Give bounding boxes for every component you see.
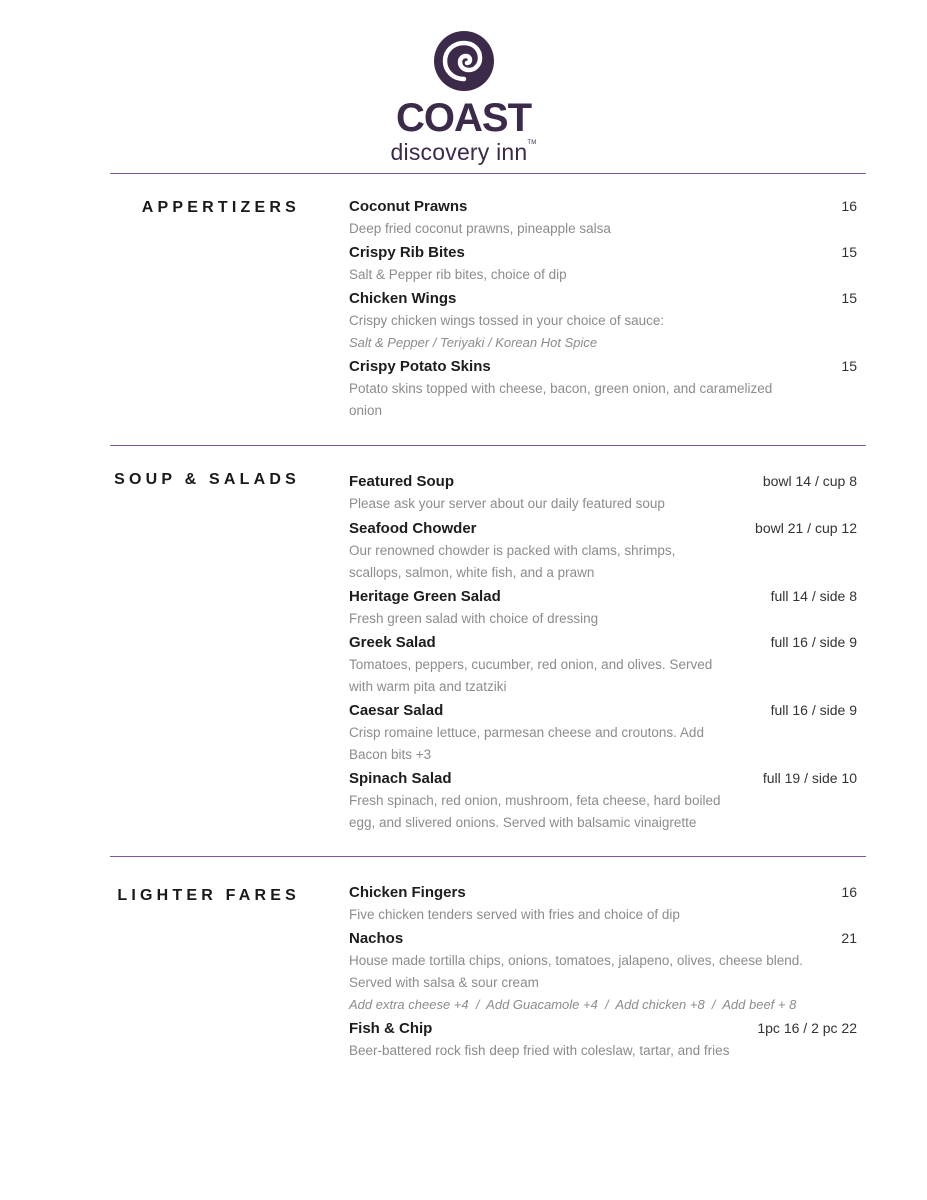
divider [110, 445, 866, 446]
item-name: Caesar Salad [349, 702, 444, 719]
item-description: Fresh green salad with choice of dressing [349, 611, 599, 626]
item-name: Greek Salad [349, 634, 436, 651]
section-title-appetizers: APPERTIZERS [141, 199, 300, 216]
trademark-mark: TM [527, 140, 537, 146]
item-description: House made tortilla chips, onions, tomatoes, jalapeno, olives, cheese blend. Served with salsa & sour cream [349, 953, 804, 990]
menu-item [349, 287, 857, 354]
item-price: full 14 / side 8 [770, 588, 857, 604]
menu-item [349, 517, 857, 584]
item-name: Spinach Salad [349, 770, 452, 787]
item-name: Featured Soup [349, 473, 455, 490]
item-price: 16 [841, 884, 857, 900]
item-options: Salt & Pepper / Teriyaki / Korean Hot Spice [349, 335, 598, 350]
item-options: Add extra cheese +4 / Add Guacamole +4 / Add chicken +8 / Add beef + 8 [349, 997, 797, 1012]
menu-item [349, 355, 857, 422]
item-description: Crisp romaine lettuce, parmesan cheese and croutons. Add Bacon bits +3 [349, 725, 704, 762]
item-description: Salt & Pepper rib bites, choice of dip [349, 267, 567, 282]
item-price: 15 [841, 244, 857, 260]
item-description: Crispy chicken wings tossed in your choice of sauce: [349, 313, 665, 328]
item-description: Deep fried coconut prawns, pineapple salsa [349, 221, 611, 236]
item-price: 21 [841, 930, 857, 946]
item-name: Heritage Green Salad [349, 588, 501, 605]
menu-item [349, 699, 857, 766]
section-title-lighter-fares: LIGHTER FARES [117, 887, 300, 904]
item-price: bowl 14 / cup 8 [762, 473, 857, 489]
item-name: Seafood Chowder [349, 520, 477, 537]
brand-name: COAST [396, 96, 531, 140]
item-description: Please ask your server about our daily featured soup [349, 496, 665, 511]
menu-item [349, 767, 857, 834]
menu-item [349, 195, 857, 240]
section-title-soup-salads: SOUP & SALADS [114, 471, 300, 488]
item-price: 16 [841, 198, 857, 214]
menu-item [349, 631, 857, 698]
item-price: full 16 / side 9 [770, 702, 857, 718]
item-price: 15 [841, 358, 857, 374]
item-name: Crispy Rib Bites [349, 244, 465, 261]
item-price: bowl 21 / cup 12 [755, 520, 857, 536]
item-description: Potato skins topped with cheese, bacon, green onion, and caramelized onion [349, 381, 773, 418]
brand-subtitle [0, 140, 927, 165]
item-description: Fresh spinach, red onion, mushroom, feta cheese, hard boiled egg, and slivered onions. Served with balsamic vinaigrette [349, 793, 721, 830]
item-description: Our renowned chowder is packed with clams, shrimps, scallops, salmon, white fish, and a prawn [349, 543, 676, 580]
swirl-logo-icon [433, 30, 495, 92]
item-price: full 16 / side 9 [770, 634, 857, 650]
brand-logo [0, 30, 927, 165]
menu-item [349, 585, 857, 630]
item-name: Chicken Fingers [349, 884, 466, 901]
menu-item [349, 881, 857, 926]
menu-item [349, 927, 857, 1016]
menu-item [349, 470, 857, 515]
item-description: Five chicken tenders served with fries and choice of dip [349, 907, 680, 922]
item-name: Fish & Chip [349, 1020, 433, 1037]
menu-item [349, 1017, 857, 1062]
item-price: 1pc 16 / 2 pc 22 [757, 1020, 857, 1036]
item-name: Coconut Prawns [349, 198, 468, 215]
item-price: 15 [841, 290, 857, 306]
item-price: full 19 / side 10 [762, 770, 857, 786]
divider [110, 173, 866, 174]
divider [110, 856, 866, 857]
item-name: Crispy Potato Skins [349, 358, 491, 375]
item-description: Tomatoes, peppers, cucumber, red onion, and olives. Served with warm pita and tzatziki [349, 657, 713, 694]
brand-subtitle-text: discovery inn [390, 139, 528, 165]
item-description: Beer-battered rock fish deep fried with coleslaw, tartar, and fries [349, 1043, 730, 1058]
menu-item [349, 241, 857, 286]
item-name: Chicken Wings [349, 290, 457, 307]
item-name: Nachos [349, 930, 404, 947]
